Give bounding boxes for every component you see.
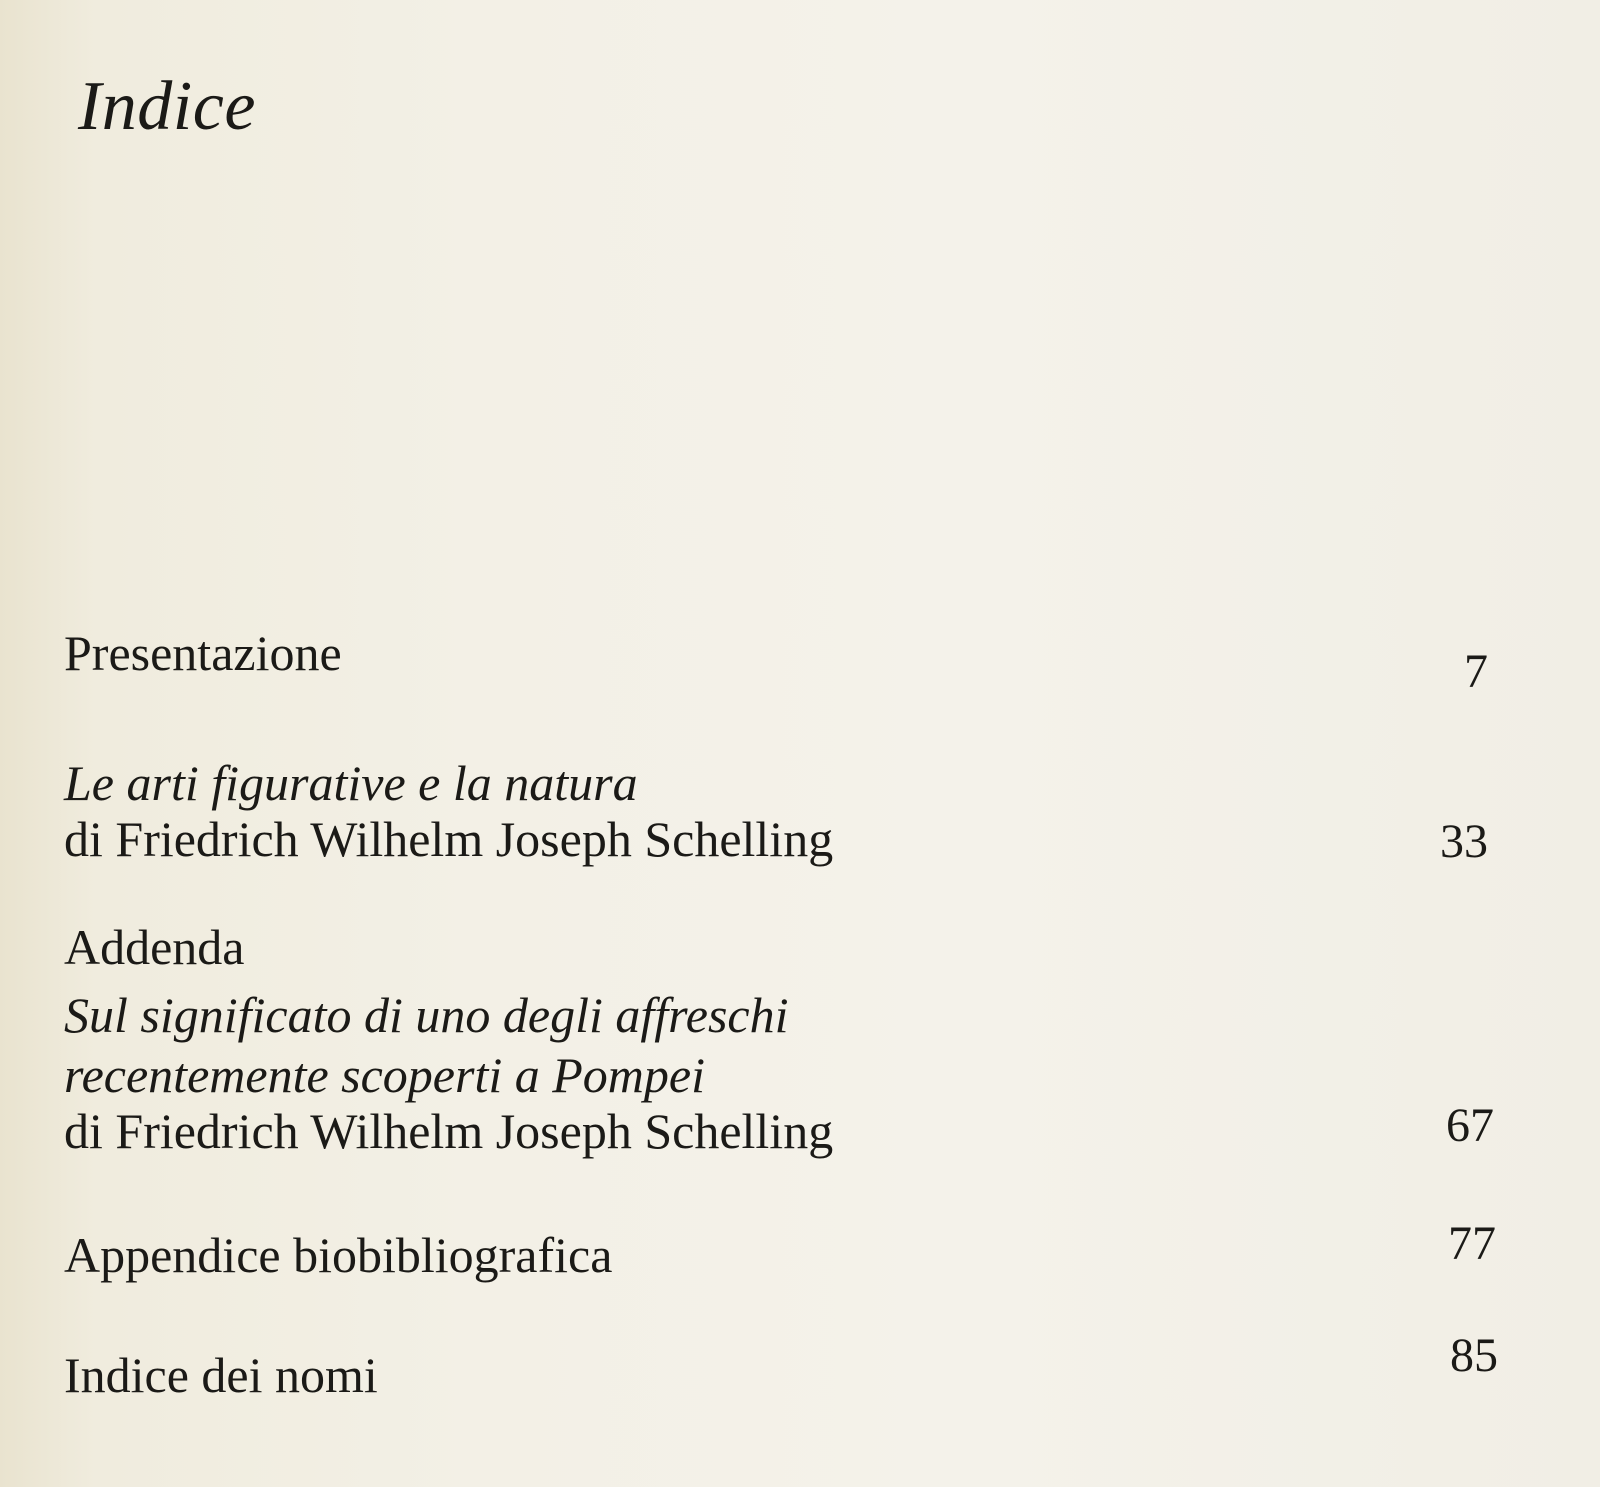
toc-page-number: 67 [1446, 1099, 1494, 1152]
toc-entry-title: Le arti figurative e la natura [64, 755, 638, 811]
toc-entry-appendix: Appendice biobibliografica [64, 1227, 613, 1283]
toc-entry-author: di Friedrich Wilhelm Joseph Schelling [64, 1103, 834, 1159]
toc-entry-section: Addenda [64, 919, 245, 975]
toc-page-number: 7 [1464, 645, 1488, 698]
toc-entry-title: Sul significato di uno degli affreschi [64, 987, 789, 1043]
toc-entry-title-cont: recentemente scoperti a Pompei [64, 1047, 705, 1103]
toc-entry-presentazione: Presentazione [64, 625, 342, 681]
toc-page-number: 33 [1440, 815, 1488, 868]
page-title: Indice [78, 68, 256, 145]
toc-page-number: 77 [1448, 1217, 1496, 1270]
toc-entry-author: di Friedrich Wilhelm Joseph Schelling [64, 811, 834, 867]
toc-entry-index: Indice dei nomi [64, 1347, 378, 1403]
toc-page-number: 85 [1450, 1329, 1498, 1382]
